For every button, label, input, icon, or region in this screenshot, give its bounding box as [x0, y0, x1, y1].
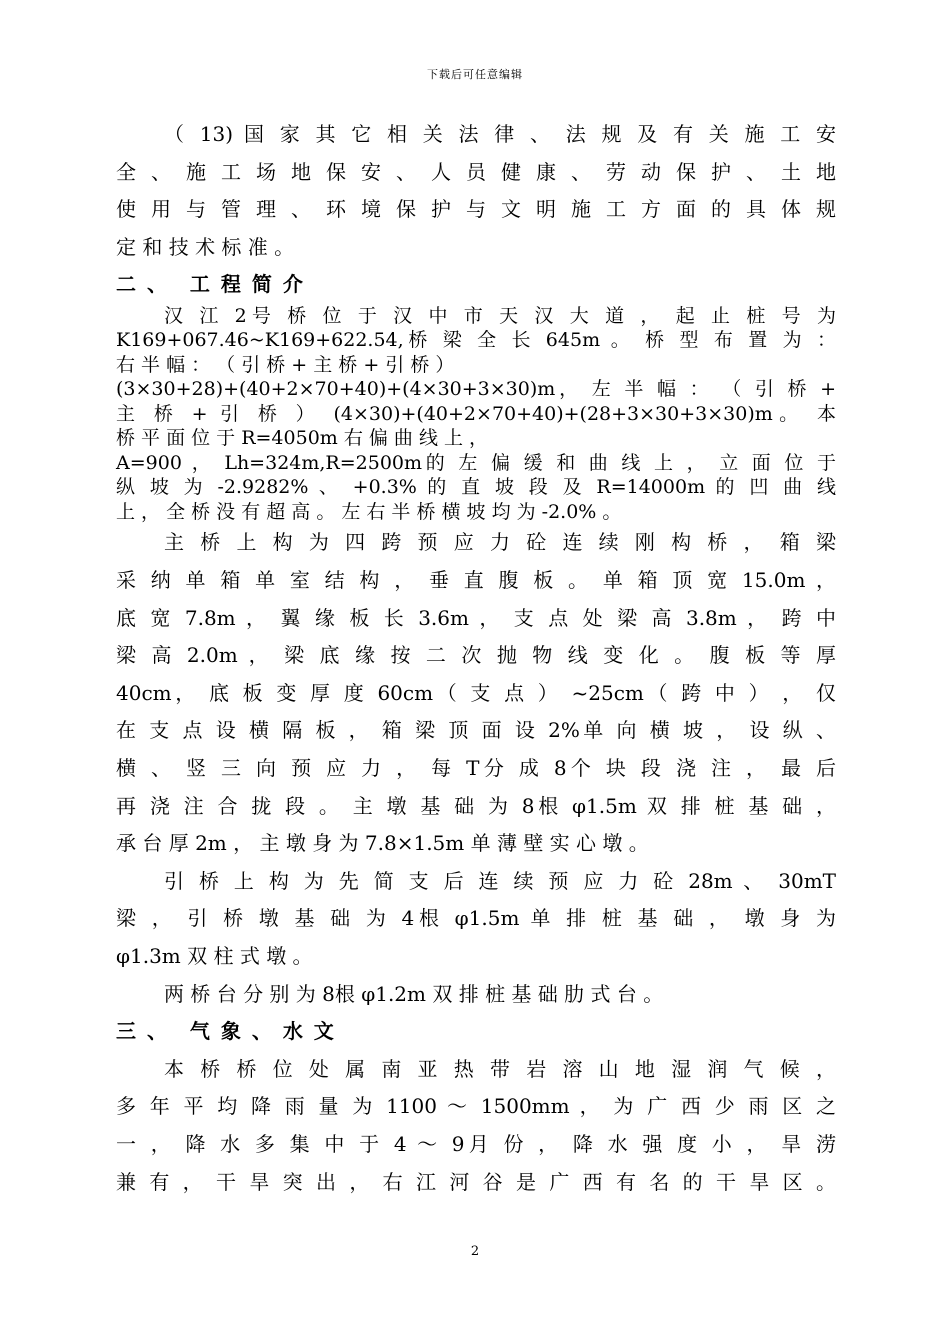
paragraph-line: 梁 高 2.0m ， 梁 底 缘 按 二 次 抛 物 线 变 化 。 腹 板 等 厚	[116, 643, 836, 668]
paragraph-line: 梁 ， 引 桥 墩 基 础 为 4根 φ1.5m 单 排 桩 基 础 ， 墩 身 为	[116, 906, 836, 931]
paragraph-line: 两 桥 台 分 别 为 8根 φ1.2m 双 排 桩 基 础 肋 式 台 。	[164, 981, 664, 1006]
paragraph-line: 再 浇 注 合 拢 段 。 主 墩 基 础 为 8根 φ1.5m 双 排 桩 基 础 ，	[116, 793, 836, 818]
paragraph-line: 采 纳 单 箱 单 室 结 构 ， 垂 直 腹 板 。 单 箱 顶 宽 15.0m ，	[116, 568, 836, 593]
paragraph-line: (3×30+28)+(40+2×70+40)+(4×30+3×30)m， 左 半 幅 ： （ 引 桥 +	[116, 378, 836, 401]
paragraph-line: K169+067.46~K169+622.54,桥 梁 全 长 645m 。 桥 型 布 置 为 ：	[116, 329, 836, 352]
page-header: 下载后可任意编辑	[427, 68, 523, 81]
section-heading: 二 、 工 程 简 介	[116, 272, 305, 297]
paragraph-line: （ 13) 国 家 其 它 相 关 法 律 、 法 规 及 有 关 施 工 安	[164, 122, 836, 146]
paragraph-line: 主 桥 + 引 桥 ） (4×30)+(40+2×70+40)+(28+3×30+3×30)m。 本	[116, 402, 836, 425]
paragraph-line: 一 ， 降 水 多 集 中 于 4 ～ 9月 份 ， 降 水 强 度 小 ， 旱 涝	[116, 1131, 836, 1156]
paragraph-line: 兼 有 ， 干 旱 突 出 ， 右 江 河 谷 是 广 西 有 名 的 干 旱 区 。	[116, 1169, 836, 1194]
page-number: 2	[470, 1244, 480, 1259]
paragraph-line: 主 桥 上 构 为 四 跨 预 应 力 砼 连 续 刚 构 桥 ， 箱 梁	[164, 530, 836, 555]
paragraph-line: 底 宽 7.8m ， 翼 缘 板 长 3.6m ， 支 点 处 梁 高 3.8m ， 跨 中	[116, 605, 836, 630]
paragraph-line: 汉 江 2号 桥 位 于 汉 中 市 天 汉 大 道 ， 起 止 桩 号 为	[164, 304, 836, 327]
paragraph-line: 横 、 竖 三 向 预 应 力 ， 每 T分 成 8个 块 段 浇 注 ， 最 后	[116, 756, 836, 781]
paragraph-line: 使 用 与 管 理 、 环 境 保 护 与 文 明 施 工 方 面 的 具 体 规	[116, 197, 836, 222]
paragraph-line: 定 和 技 术 标 准 。	[116, 234, 295, 259]
paragraph-line: 本 桥 桥 位 处 属 南 亚 热 带 岩 溶 山 地 湿 润 气 候 ，	[164, 1056, 836, 1081]
document-body	[116, 116, 836, 1201]
paragraph-line: A=900 ， Lh=324m,R=2500m的 左 偏 缓 和 曲 线 上 ， 立 面 位 于	[116, 451, 836, 474]
paragraph-line: φ1.3m 双 柱 式 墩 。	[116, 944, 313, 968]
paragraph-line: 全 、 施 工 场 地 保 安 、 人 员 健 康 、 劳 动 保 护 、 土 地	[116, 159, 836, 184]
paragraph-line: 桥 平 面 位 于 R=4050m 右 偏 曲 线 上 ，	[116, 427, 489, 450]
paragraph-line: 纵 坡 为 -2.9282% 、 +0.3% 的 直 坡 段 及 R=14000m 的 凹 曲 线	[116, 476, 836, 499]
section-heading: 三 、 气 象 、 水 文	[116, 1019, 336, 1044]
paragraph-line: 在 支 点 设 横 隔 板 ， 箱 梁 顶 面 设 2%单 向 横 坡 ， 设 纵 、	[116, 718, 836, 743]
paragraph-line: 多 年 平 均 降 雨 量 为 1100 ～ 1500mm ， 为 广 西 少 雨 区 之	[116, 1094, 836, 1119]
paragraph-line: 右 半 幅 ： （ 引 桥 + 主 桥 + 引 桥 ）	[116, 353, 455, 376]
paragraph-line: 引 桥 上 构 为 先 简 支 后 连 续 预 应 力 砼 28m 、 30mT	[164, 868, 836, 893]
paragraph-line: 上 ， 全 桥 没 有 超 高 。 左 右 半 桥 横 坡 均 为 -2.0% 。	[116, 500, 622, 523]
paragraph-line: 40cm， 底 板 变 厚 度 60cm（ 支 点 ） ~25cm（ 跨 中 ） ， 仅	[116, 680, 836, 705]
paragraph-line: 承 台 厚 2m ， 主 墩 身 为 7.8×1.5m 单 薄 壁 实 心 墩 。	[116, 831, 649, 856]
